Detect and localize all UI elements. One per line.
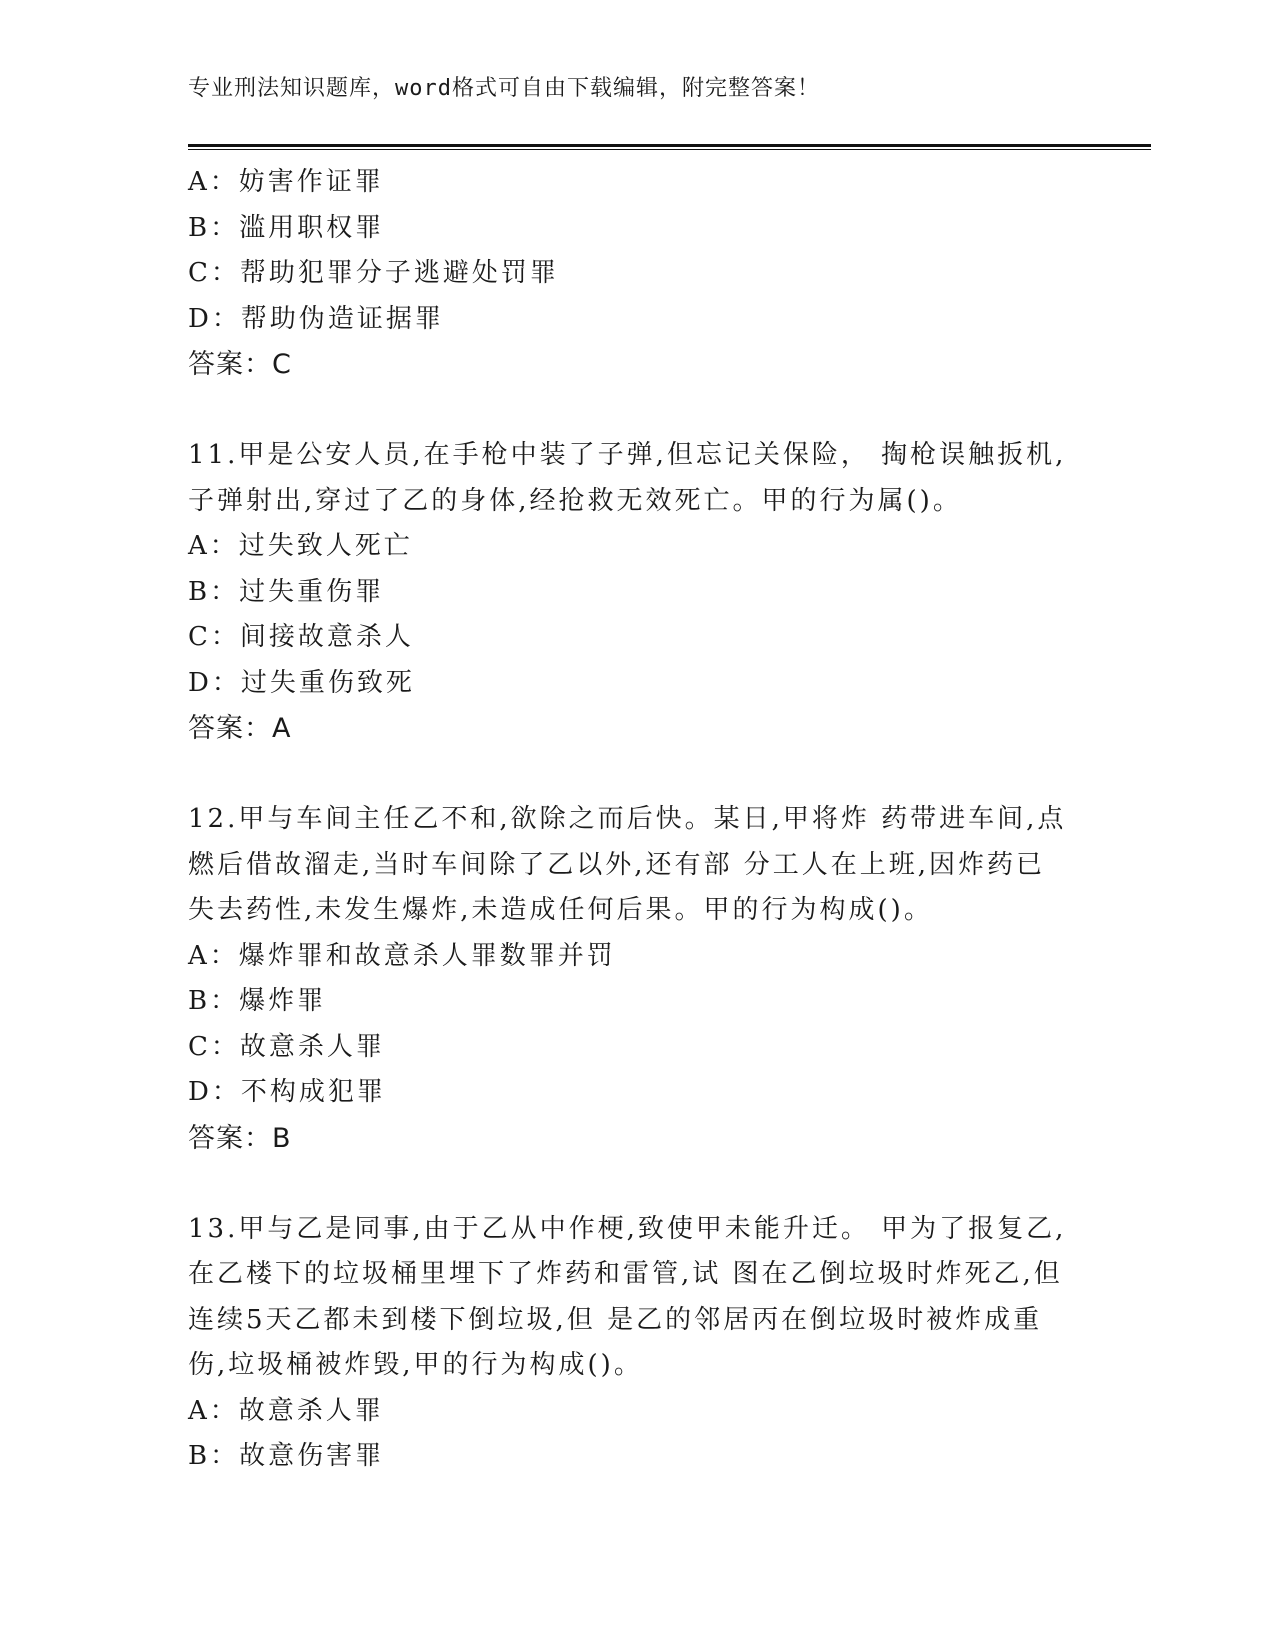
option-c: C：间接故意杀人 bbox=[188, 622, 414, 652]
spacer bbox=[188, 752, 1088, 798]
question-stem-line: 13.甲与乙是同事,由于乙从中作梗,致使甲未能升迁。 甲为了报复乙, bbox=[188, 1213, 1067, 1244]
option-d: D：过失重伤致死 bbox=[188, 667, 415, 698]
question-10 bbox=[188, 160, 1088, 388]
option-b: B：过失重伤罪 bbox=[188, 576, 385, 607]
spacer bbox=[188, 388, 1088, 434]
option-d: D：帮助伪造证据罪 bbox=[188, 303, 444, 334]
question-stem-line: 失去药性,未发生爆炸,未造成任何后果。甲的行为构成()。 bbox=[188, 895, 933, 925]
question-12 bbox=[188, 797, 1088, 1161]
header-rule-thick bbox=[188, 144, 1151, 147]
question-13 bbox=[188, 1207, 1088, 1480]
answer-line: 答案：B bbox=[188, 1122, 292, 1154]
question-stem-line: 11.甲是公安人员,在手枪中装了子弹,但忘记关保险， 掏枪误触扳机, bbox=[188, 440, 1067, 470]
option-a: A：故意杀人罪 bbox=[188, 1395, 384, 1426]
page-header: 专业刑法知识题库，word格式可自由下载编辑，附完整答案！ bbox=[188, 76, 820, 101]
option-b: B：滥用职权罪 bbox=[188, 212, 385, 243]
question-stem-line: 连续5天乙都未到楼下倒垃圾,但 是乙的邻居丙在倒垃圾时被炸成重 bbox=[188, 1304, 1043, 1335]
option-d: D：不构成犯罪 bbox=[188, 1077, 386, 1107]
option-a: A：妨害作证罪 bbox=[188, 167, 384, 197]
question-stem-line: 在乙楼下的垃圾桶里埋下了炸药和雷管,试 图在乙倒垃圾时炸死乙,但 bbox=[188, 1259, 1063, 1289]
question-list bbox=[188, 160, 1088, 1480]
option-c: C：故意杀人罪 bbox=[188, 1031, 385, 1062]
question-stem-line: 伤,垃圾桶被炸毁,甲的行为构成()。 bbox=[188, 1350, 643, 1380]
question-stem-line: 12.甲与车间主任乙不和,欲除之而后快。某日,甲将炸 药带进车间,点 bbox=[188, 804, 1067, 834]
option-b: B：爆炸罪 bbox=[188, 986, 327, 1016]
option-a: A：过失致人死亡 bbox=[188, 531, 413, 561]
question-11 bbox=[188, 433, 1088, 752]
option-c: C：帮助犯罪分子逃避处罚罪 bbox=[188, 258, 559, 288]
spacer bbox=[188, 1161, 1088, 1207]
answer-line: 答案：A bbox=[188, 713, 292, 744]
option-a: A：爆炸罪和故意杀人罪数罪并罚 bbox=[188, 940, 616, 971]
question-stem-line: 子弹射出,穿过了乙的身体,经抢救无效死亡。甲的行为属()。 bbox=[188, 485, 962, 516]
answer-line: 答案：C bbox=[188, 349, 292, 380]
option-b: B：故意伤害罪 bbox=[188, 1441, 385, 1471]
header-rule-thin bbox=[188, 149, 1151, 150]
question-stem-line: 燃后借故溜走,当时车间除了乙以外,还有部 分工人在上班,因炸药已 bbox=[188, 849, 1046, 880]
